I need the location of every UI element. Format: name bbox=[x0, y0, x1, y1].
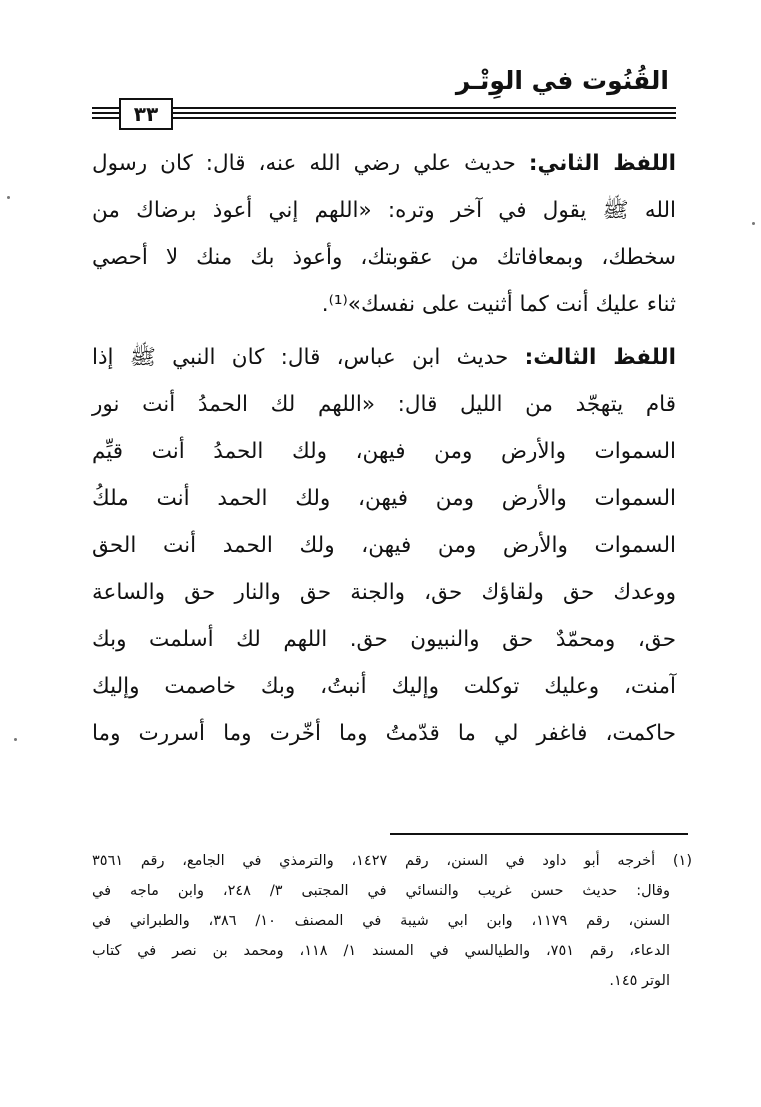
footnotes bbox=[92, 846, 692, 996]
text-line bbox=[92, 334, 676, 381]
running-title: القُنُوت في الوِتْـر bbox=[455, 66, 669, 95]
text-line: السموات والأرض ومن فيهن، ولك الحمدُ أنت قيِّم bbox=[92, 439, 676, 464]
footnote-line: الدعاء، رقم ٧٥١، والطيالسي في المسند ١/ ١١٨، ومحمد بن نصر في كتاب bbox=[92, 943, 670, 959]
paragraph-1 bbox=[92, 140, 676, 328]
text-line: ثناء عليك أنت كما أثنيت على نفسك»⁽¹⁾. bbox=[321, 292, 676, 317]
text-line: السموات والأرض ومن فيهن، ولك الحمد أنت الحق bbox=[92, 533, 676, 558]
text-line: ووعدك حق ولقاؤك حق، والجنة حق والنار حق والساعة bbox=[92, 580, 676, 605]
scan-speck bbox=[7, 196, 10, 199]
paragraph-lead: اللفظ الثالث: bbox=[524, 345, 676, 370]
page-number: ٣٣ bbox=[119, 98, 173, 130]
text-line: الله ﷺ يقول في آخر وتره: «اللهم إني أعوذ برضاك من bbox=[92, 198, 676, 223]
line-text: حديث ابن عباس، قال: كان النبي ﷺ إذا bbox=[92, 345, 525, 370]
text-line: آمنت، وعليك توكلت وإليك أنبتُ، وبك خاصمت وإليك bbox=[92, 674, 676, 699]
footnote-line: (١) أخرجه أبو داود في السنن، رقم ١٤٢٧، والترمذي في الجامع، رقم ٣٥٦١ bbox=[92, 853, 692, 869]
text-line: حاكمت، فاغفر لي ما قدّمتُ وما أخّرت وما أسررت وما bbox=[92, 721, 676, 746]
footnote-separator bbox=[390, 833, 688, 835]
header-rule bbox=[92, 107, 676, 119]
footnote-line: الوتر ١٤٥. bbox=[609, 973, 670, 989]
main-text bbox=[92, 140, 676, 757]
footnote-line: وقال: حديث حسن غريب والنسائي في المجتبى ٣/ ٢٤٨، وابن ماجه في bbox=[92, 883, 670, 899]
text-line: السموات والأرض ومن فيهن، ولك الحمد أنت ملكُ bbox=[92, 486, 676, 511]
footnote-line: السنن، رقم ١١٧٩، وابن ابي شيبة في المصنف ١٠/ ٣٨٦، والطبراني في bbox=[92, 913, 670, 929]
text-line: قام يتهجّد من الليل قال: «اللهم لك الحمدُ أنت نور bbox=[92, 392, 676, 417]
text-line bbox=[92, 140, 676, 187]
scan-speck bbox=[752, 222, 755, 225]
line-text: حديث علي رضي الله عنه، قال: كان رسول bbox=[92, 151, 529, 176]
scan-speck bbox=[14, 738, 17, 741]
paragraph-2 bbox=[92, 334, 676, 757]
text-line: سخطك، وبمعافاتك من عقوبتك، وأعوذ بك منك لا أحصي bbox=[92, 245, 676, 270]
paragraph-lead: اللفظ الثاني: bbox=[528, 151, 676, 176]
text-line: حق، ومحمّدٌ حق والنبيون حق. اللهم لك أسلمت وبك bbox=[92, 627, 676, 652]
